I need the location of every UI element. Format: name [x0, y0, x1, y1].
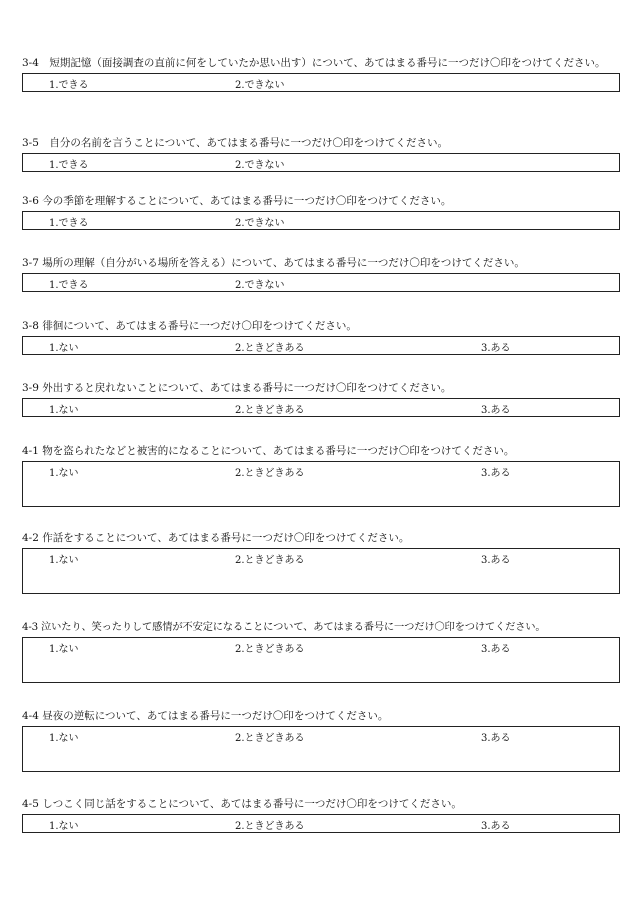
answer-box: [22, 461, 620, 507]
question-4-5: [22, 797, 620, 833]
option-1[interactable]: 1.ない: [49, 555, 79, 566]
answer-box: [22, 336, 620, 355]
option-3[interactable]: 3.ある: [481, 343, 511, 354]
option-1[interactable]: 1.ない: [49, 821, 79, 832]
option-3[interactable]: 3.ある: [481, 405, 511, 416]
question-text: 3-9 外出すると戻れないことについて、あてはまる番号に一つだけ〇印をつけてください。: [22, 382, 452, 394]
option-2[interactable]: 2.ときどきある: [235, 405, 305, 416]
option-1[interactable]: 1.できる: [49, 160, 89, 171]
question-text: 4-4 昼夜の逆転について、あてはまる番号に一つだけ〇印をつけてください。: [22, 710, 389, 722]
answer-box: [22, 273, 620, 292]
option-1[interactable]: 1.ない: [49, 644, 79, 655]
option-2[interactable]: 2.できない: [235, 218, 285, 229]
question-4-3: [22, 620, 620, 683]
question-3-7: [22, 256, 620, 292]
option-1[interactable]: 1.ない: [49, 733, 79, 744]
answer-box: [22, 548, 620, 594]
question-4-4: [22, 709, 620, 772]
option-3[interactable]: 3.ある: [481, 468, 511, 479]
answer-box: [22, 814, 620, 833]
option-3[interactable]: 3.ある: [481, 555, 511, 566]
option-1[interactable]: 1.ない: [49, 405, 79, 416]
question-text: 3-5 自分の名前を言うことについて、あてはまる番号に一つだけ〇印をつけてください。: [22, 137, 448, 149]
option-3[interactable]: 3.ある: [481, 644, 511, 655]
question-4-1: [22, 444, 620, 507]
answer-box: [22, 153, 620, 172]
option-2[interactable]: 2.できない: [235, 80, 285, 91]
answer-box: [22, 211, 620, 230]
question-4-2: [22, 531, 620, 594]
answer-box: [22, 398, 620, 417]
question-text: 4-2 作話をすることについて、あてはまる番号に一つだけ〇印をつけてください。: [22, 532, 410, 544]
option-2[interactable]: 2.ときどきある: [235, 468, 305, 479]
option-1[interactable]: 1.できる: [49, 218, 89, 229]
answer-box: [22, 726, 620, 772]
option-1[interactable]: 1.できる: [49, 80, 89, 91]
option-2[interactable]: 2.ときどきある: [235, 733, 305, 744]
answer-box: [22, 73, 620, 92]
option-2[interactable]: 2.できない: [235, 280, 285, 291]
option-1[interactable]: 1.ない: [49, 343, 79, 354]
question-text: 4-3 泣いたり、笑ったりして感情が不安定になることについて、あてはまる番号に一つだけ〇印をつけてください。: [22, 621, 546, 633]
question-text: 4-5 しつこく同じ話をすることについて、あてはまる番号に一つだけ〇印をつけてください。: [22, 798, 462, 810]
option-3[interactable]: 3.ある: [481, 733, 511, 744]
question-3-5: [22, 136, 620, 172]
question-3-9: [22, 381, 620, 417]
question-3-6: [22, 194, 620, 230]
option-2[interactable]: 2.ときどきある: [235, 644, 305, 655]
option-1[interactable]: 1.できる: [49, 280, 89, 291]
option-2[interactable]: 2.ときどきある: [235, 555, 305, 566]
answer-box: [22, 637, 620, 683]
option-2[interactable]: 2.ときどきある: [235, 821, 305, 832]
option-1[interactable]: 1.ない: [49, 468, 79, 479]
question-text: 3-7 場所の理解（自分がいる場所を答える）について、あてはまる番号に一つだけ〇印をつけてください。: [22, 257, 525, 269]
option-3[interactable]: 3.ある: [481, 821, 511, 832]
question-text: 3-4 短期記憶（面接調査の直前に何をしていたか思い出す）について、あてはまる番号に一つだけ〇印をつけてください。: [22, 57, 606, 69]
question-text: 3-8 徘徊について、あてはまる番号に一つだけ〇印をつけてください。: [22, 320, 357, 332]
question-text: 4-1 物を盗られたなどと被害的になることについて、あてはまる番号に一つだけ〇印をつけてください。: [22, 445, 515, 457]
question-text: 3-6 今の季節を理解することについて、あてはまる番号に一つだけ〇印をつけてください。: [22, 195, 452, 207]
question-3-8: [22, 319, 620, 355]
question-3-4: [22, 56, 620, 92]
option-2[interactable]: 2.できない: [235, 160, 285, 171]
option-2[interactable]: 2.ときどきある: [235, 343, 305, 354]
